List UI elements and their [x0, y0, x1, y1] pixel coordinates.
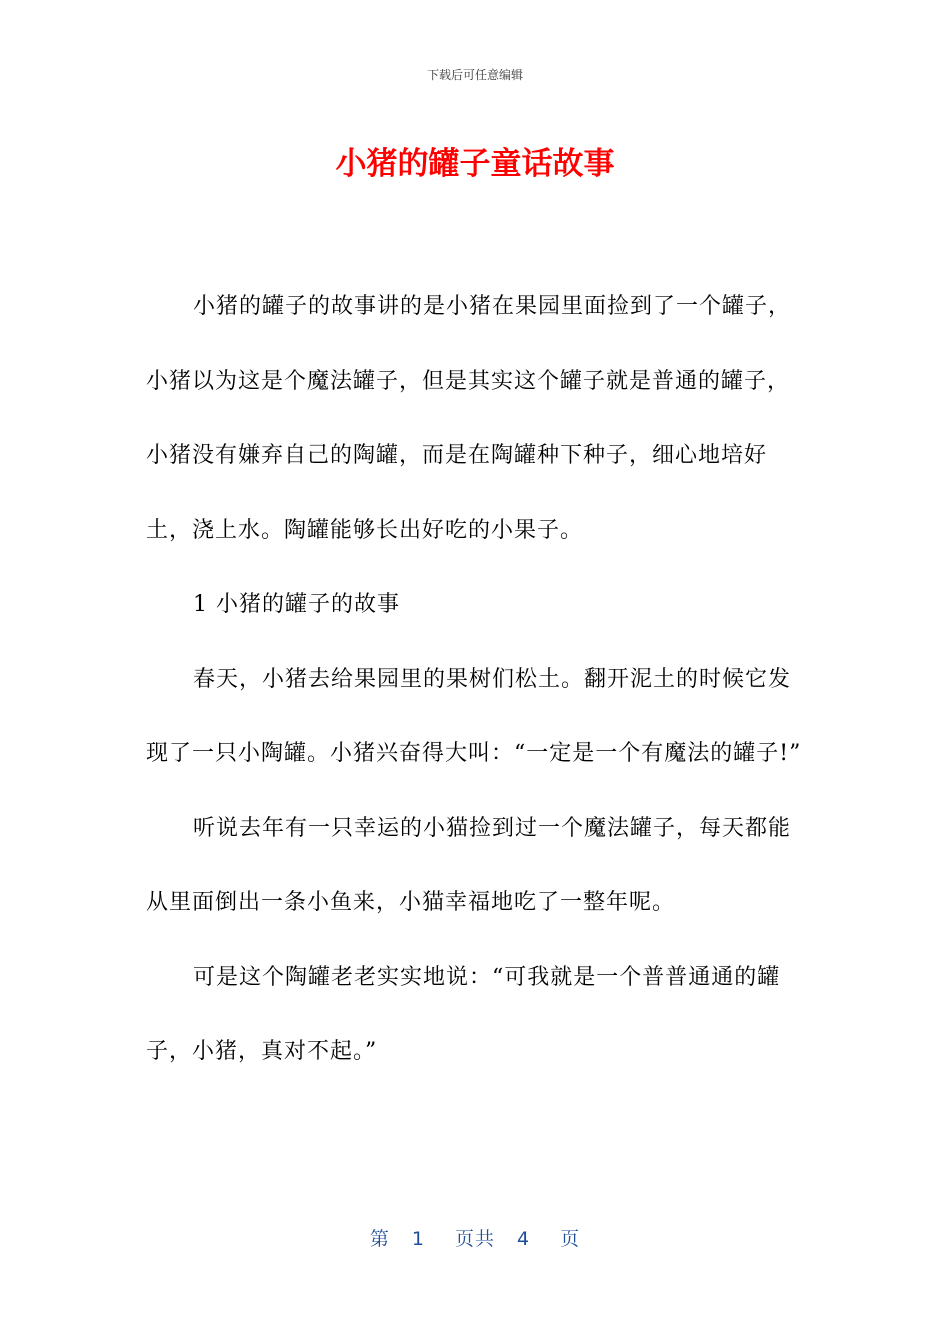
- page-footer: [0, 1226, 950, 1252]
- section-heading: 1 小猪的罐子的故事: [193, 592, 400, 617]
- footer-ye-gong: 页共: [454, 1228, 495, 1250]
- paragraph: 可是这个陶罐老老实实地说：“可我就是一个普普通通的罐子，小猪，真对不起。”: [146, 964, 781, 1064]
- document-body: [146, 270, 806, 1090]
- footer-ye: 页: [560, 1228, 581, 1250]
- footer-di: 第: [369, 1228, 390, 1250]
- document-title: 小猪的罐子童话故事: [335, 146, 615, 182]
- footer-page-current: 1: [411, 1228, 425, 1250]
- footer-page-total: 4: [517, 1228, 531, 1250]
- header-note: 下载后可任意编辑: [426, 68, 523, 82]
- paragraph-intro: 小猪的罐子的故事讲的是小猪在果园里面捡到了一个罐子，小猪以为这是个魔法罐子，但是其实这个罐子就是普通的罐子，小猪没有嫌弃自己的陶罐，而是在陶罐种下种子，细心地培好土，浇上水。陶罐能够长出好吃的小果子。: [146, 294, 792, 543]
- paragraph: 听说去年有一只幸运的小猫捡到过一个魔法罐子，每天都能从里面倒出一条小鱼来，小猫幸福地吃了一整年呢。: [146, 815, 792, 915]
- paragraph: 春天，小猪去给果园里的果树们松土。翻开泥土的时候它发现了一只小陶罐。小猪兴奋得大叫：“一定是一个有魔法的罐子!”: [146, 666, 802, 766]
